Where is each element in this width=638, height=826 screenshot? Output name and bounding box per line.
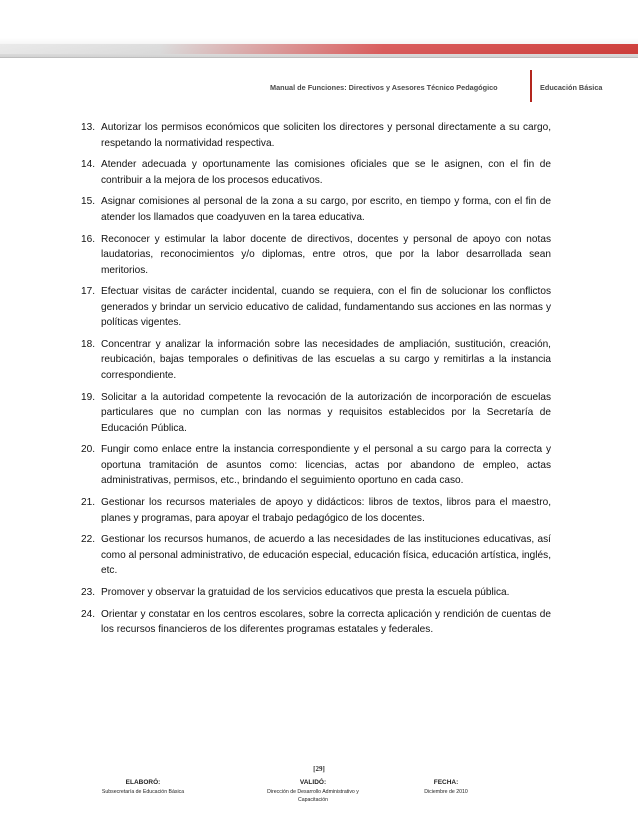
list-item	[81, 607, 551, 638]
item-number: 21.	[81, 497, 96, 508]
item-number: 14.	[81, 159, 96, 171]
fecha-value: Diciembre de 2010	[424, 789, 468, 795]
item-number: 19.	[81, 391, 96, 403]
item-text: Autorizar los permisos económicos que soliciten los directores y personal directamente a su cargo, respetando la normatividad respectiva.	[101, 122, 551, 149]
list-item	[81, 442, 551, 489]
fecha-label: FECHA:	[433, 779, 459, 786]
header-red-stripe	[0, 44, 638, 54]
section-title: Educación Básica	[540, 83, 603, 92]
elaboro-value: Subsecretaría de Educación Básica	[101, 789, 185, 795]
list-item	[81, 495, 551, 526]
item-text: Efectuar visitas de carácter incidental, cuando se requiera, con el fin de solucionar los conflictos generados y brindar un servicio educativo de calidad, fundamentando sus acciones en las normas y políticas vigentes.	[101, 286, 551, 329]
manual-title: Manual de Funciones: Directivos y Asesores Técnico Pedagógico	[270, 83, 498, 92]
list-item	[81, 337, 551, 384]
valido-label: VALIDÓ:	[299, 779, 327, 786]
list-item	[81, 120, 551, 151]
item-number: 20.	[81, 444, 96, 456]
item-number: 22.	[81, 534, 96, 546]
item-text: Promover y observar la gratuidad de los servicios educativos que presta la escuela pública.	[101, 586, 510, 598]
item-text: Fungir como enlace entre la instancia correspondiente y el personal a su cargo para la correcta y oportuna tramitación de asuntos como: licencias, actas por abandono de empleo, actas administrativas, permisos, etc., brindando el seguimiento oportuno en cada caso.	[101, 444, 551, 487]
item-number: 24.	[81, 608, 96, 620]
item-number: 15.	[81, 196, 96, 208]
page-number: [29]	[313, 765, 325, 773]
item-text: Atender adecuada y oportunamente las comisiones oficiales que se le asignen, con el fin de contribuir a la mejora de los procesos educativos.	[101, 159, 551, 186]
list-item	[81, 232, 551, 279]
elaboro-label: ELABORÓ:	[125, 779, 161, 786]
valido-value: Dirección de Desarrollo Administrativo y Capacitación	[267, 789, 359, 803]
item-text: Asignar comisiones al personal de la zona a su cargo, por escrito, en tiempo y forma, con el fin de atender los llamados que coadyuven en la tarea educativa.	[101, 196, 551, 223]
list-item	[81, 194, 551, 225]
list-item	[81, 284, 551, 331]
header-separator	[530, 70, 532, 102]
item-text: Gestionar los recursos humanos, de acuerdo a las necesidades de las instituciones educativas, así como al personal administrativo, de educación especial, educación física, educación artística, inglés, etc.	[101, 534, 551, 577]
list-item	[81, 390, 551, 437]
footer-elaboro	[88, 779, 198, 796]
list-item	[81, 585, 551, 601]
list-item	[81, 157, 551, 188]
footer-fecha	[406, 779, 486, 796]
item-number: 13.	[81, 122, 96, 133]
header-divider	[0, 57, 638, 58]
item-text: Orientar y constatar en los centros escolares, sobre la correcta aplicación y rendición de cuentas de los recursos financieros de los diferentes programas estatales y federales.	[101, 608, 551, 636]
list-item	[81, 532, 551, 579]
item-number: 18.	[81, 338, 96, 350]
item-text: Gestionar los recursos materiales de apoyo y didácticos: libros de textos, libros para el maestro, planes y programas, para apoyar el trabajo pedagógico de los docentes.	[101, 497, 551, 524]
item-text: Solicitar a la autoridad competente la revocación de la autorización de incorporación de escuelas particulares que no cumplan con las normas y requisitos establecidos por la Secretaría de Educación Pública.	[101, 391, 551, 434]
item-number: 17.	[81, 286, 96, 298]
item-number: 23.	[81, 586, 96, 598]
item-text: Concentrar y analizar la información sobre las necesidades de ampliación, sustitución, creación, reubicación, bajas temporales o definitivas de las escuelas a su cargo y remitirlas a la instancia correspondiente.	[101, 338, 551, 381]
footer-valido	[253, 779, 373, 804]
item-text: Reconocer y estimular la labor docente de directivos, docentes y personal de apoyo con notas laudatorias, reconocimientos y/o diplomas, entre otros, que por la labor desarrollada sean meritorios.	[101, 233, 551, 276]
functions-list	[81, 120, 551, 644]
item-number: 16.	[81, 233, 96, 245]
